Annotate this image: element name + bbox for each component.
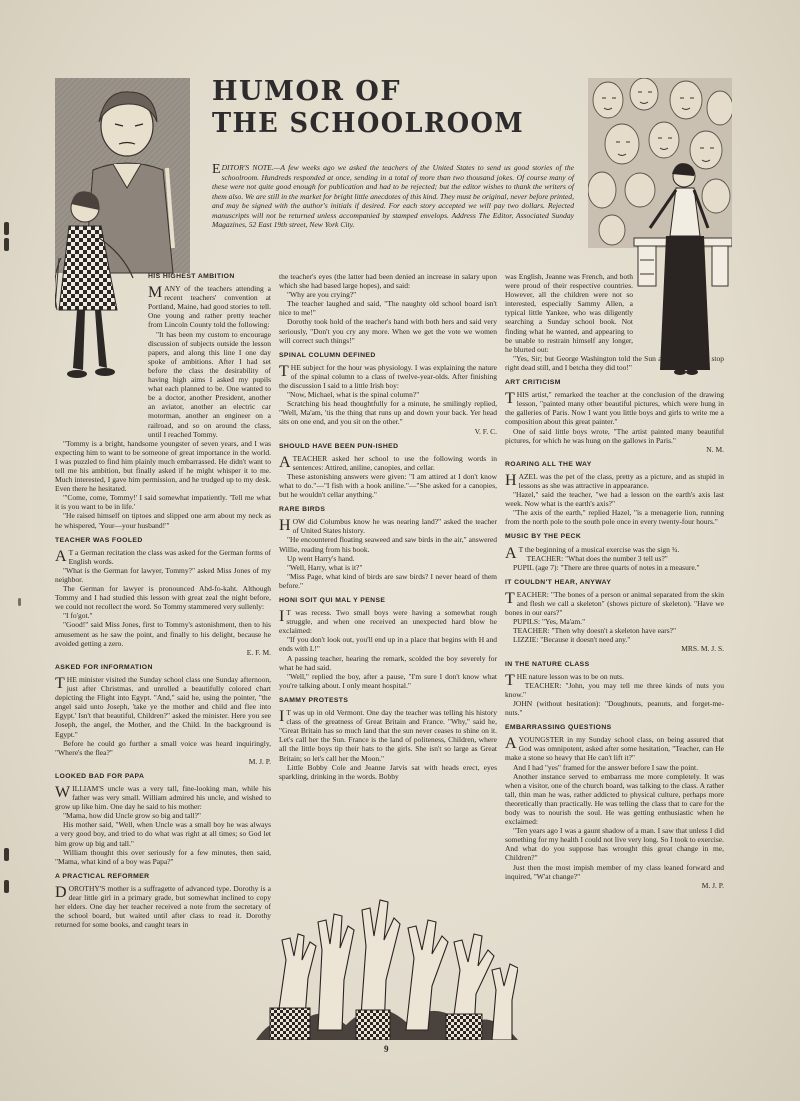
article-title	[212, 76, 525, 140]
story-paragraph: "If you don't look out, you'll end up in a place that begins with H and ends with L!"	[279, 635, 497, 654]
drop-cap: A	[55, 547, 67, 565]
story-paragraph	[279, 517, 497, 535]
paragraph-text: EACHER: "The bones of a person or animal separated from the skin and flesh we call a skeleton" (shows picture of skeleton). "Have we bones in our ears?"	[505, 589, 724, 618]
story-paragraph: "What is the German for lawyer, Tommy?" asked Miss Jones of my neighbor.	[55, 565, 271, 584]
story-heading: LOOKED BAD FOR PAPA	[55, 772, 145, 780]
drop-cap: T	[505, 390, 515, 408]
story-paragraph: "He encountered floating seaweed and saw birds in the air," answered Willie, reading from his book.	[279, 535, 497, 554]
author-initials: MRS. M. J. S.	[681, 644, 724, 654]
story-paragraph: "Miss Page, what kind of birds are saw birds? I never heard of them before."	[279, 571, 497, 590]
paragraph-text: OROTHY'S mother is a suffragette of advanced type. Dorothy is a dear little girl in a primary grade, but somewhat inclined to copy her elders. One day her teacher received a note from the secretary of the school board, but waited until after class to read it. Dorothy returned for some books, and caught tears in	[55, 883, 271, 930]
story-paragraph	[279, 608, 497, 635]
story-paragraph	[55, 784, 271, 811]
story-paragraph: "Mama, how did Uncle grow so big and tall?"	[63, 811, 201, 821]
story-paragraph: And I had "yes" framed for the answer before I saw the point.	[513, 762, 699, 772]
story-paragraph	[55, 884, 271, 929]
story-paragraph: Another instance served to embarrass me more completely. It was when a visitor, one of the church board, was talking to the class. A rather tall, thin man he was, rather addicted to physical culture, perhaps more theoretically than practically. He was telling the class that to care for the body was to nourish the soul. He was getting enthusiastic when he exclaimed:	[505, 771, 724, 827]
drop-cap: I	[279, 608, 285, 626]
paragraph-text: T was recess. Two small boys were having a somewhat rough struggle, and when one received an unexpected hard blow he exclaimed:	[279, 608, 497, 636]
story-paragraph: PUPILS: "Yes, Ma'am."	[513, 617, 586, 627]
binding-mark	[4, 238, 9, 251]
drop-cap: H	[505, 471, 517, 489]
author-initials: N. M.	[706, 444, 724, 454]
paragraph-text: OW did Columbus know he was nearing land?" asked the teacher of United States history.	[292, 517, 497, 536]
story-paragraph: "Ten years ago I was a gaunt shadow of a man. I saw that unless I did something for my health I could not live very long. So I took to exercise. And what do you suppose has wrought this great change in me, Children?"	[505, 826, 724, 863]
paragraph-text: HE subject for the hour was physiology. I was explaining the nature of the spinal column to a class of twelve-year-olds. After finishing the discussion I said to a little Irish boy:	[279, 362, 497, 391]
story-paragraph: PUPIL (age 7): "There are three quarts of notes in a measure."	[513, 562, 700, 572]
story-paragraph: "'Come, come, Tommy!' I said somewhat impatiently. 'Tell me what it is you want to be in life.'	[55, 493, 271, 512]
story-paragraph: "Why are you crying?"	[287, 290, 357, 300]
drop-cap: W	[55, 783, 71, 801]
story-paragraph: the teacher's eyes (the latter had been denied an increase in salary upon which she had based large hopes), and said:	[279, 272, 497, 291]
story-paragraph	[505, 735, 724, 762]
story-paragraph: "Hazel," said the teacher, "we had a lesson on the earth's axis last week. Now what is the earth's axis?"	[505, 490, 724, 509]
story-paragraph: "He raised himself on tiptoes and slipped one arm about my neck as he whispered, 'Your—your husband!'"	[55, 511, 271, 530]
story-paragraph: TEACHER: "Then why doesn't a skeleton have ears?"	[513, 626, 677, 636]
editors-note-text: DITOR'S NOTE.—A few weeks ago we asked the teachers of the United States to send us good stories of the schoolroom. Hundreds responded at once, sending in a total of more than two thousand jokes. Of course many of these were not quite good enough for publication and had to be rejected; but the editor wishes to thank the writers of them also. We are still in the market for bright little anecdotes of this kind. They must be original, never before printed, and may be signed with the author's initials if desired. For each story accepted we will pay two dollars. Rejected manuscripts will not be returned unless accompanied by stamped envelops. Address The Editor, Associated Sunday Magazines, 52 East 19th street, New York City.	[212, 163, 574, 229]
story-paragraph: The German for lawyer is pronounced Ahd-fo-kaht. Although Tommy and I had studied this lesson with great zeal the night before, we could not recollect the word. So Tommy stammered very sullenly:	[55, 584, 271, 612]
drop-cap: T	[505, 589, 515, 607]
story-paragraph: "I fo'got."	[63, 611, 93, 621]
paragraph-text: T the beginning of a musical exercise was the sign ¾.	[518, 544, 680, 554]
raised-hands-illustration	[256, 890, 518, 1040]
story-heading: TEACHER WAS FOOLED	[55, 536, 143, 544]
story-paragraph: William thought this over seriously for a few minutes, then said, "Mama, what kind of a boy was Papa?"	[55, 847, 271, 866]
story-heading: MUSIC BY THE PECK	[505, 533, 582, 541]
story-paragraph: "The axis of the earth," replied Hazel, "is a menagerie lion, running from the north pole to the south pole once in every twenty-four hours."	[505, 508, 724, 527]
story-paragraph: Up went Harry's hand.	[287, 553, 355, 563]
text-column-1	[55, 272, 271, 929]
story-paragraph: Little Bobby Cole and Jeanne Jarvis sat with heads erect, eyes sparkling, drinking in the words. Bobby	[279, 762, 497, 781]
paragraph-text: HE minister visited the Sunday school class one Sunday afternoon, just after Christmas, and unrolled a beautifully colored chart depicting the Flight into Egypt. "And," said he, using the pointer, "the angel said unto Joseph, 'take ye the mother and child and flee into Egypt.' Isn't that beautiful, Children?" asked the minister. Here you see Joseph, the angel, the Mother, and the Child. In the background is Egypt."	[55, 674, 271, 739]
drop-cap: T	[505, 671, 515, 689]
story-heading: SAMMY PROTESTS	[279, 696, 349, 704]
drop-cap: M	[148, 284, 163, 302]
story-heading: EMBARRASSING QUESTIONS	[505, 724, 612, 732]
drop-cap: A	[505, 544, 517, 562]
drop-cap: D	[55, 883, 67, 901]
page-number: 9	[384, 1044, 389, 1054]
story-heading: ROARING ALL THE WAY	[505, 460, 592, 468]
story-paragraph: One of said little boys wrote, "The artist painted many beautiful pictures, for which he was hung on the gallows in Paris."	[505, 426, 724, 445]
paragraph-text: HIS artist," remarked the teacher at the conclusion of the drawing lesson, "painted many other beautiful pictures, which were hung in the galleries of Paris. Now I want you little boys and girls to write me a composition about this great painter."	[505, 390, 724, 427]
story-paragraph	[279, 363, 497, 390]
story-paragraph: was English, Jeanne was French, and both were proud of their respective countries. However, all the children were not so interested, especially Sammy Allen, a typical little Yankee, who was diligently searching a Sunday school book. Not finding what he wanted, and appearing to be unable to restrain himself any longer, he blurted out:	[505, 272, 633, 354]
story-heading: SHOULD HAVE BEEN PUN-ISHED	[279, 442, 399, 450]
paragraph-text: HE nature lesson was to be on nuts.	[516, 671, 624, 681]
story-paragraph: JOHN (without hesitation): "Doughnuts, peanuts, and forget-me-nuts."	[505, 698, 724, 718]
story-paragraph	[148, 284, 271, 329]
story-paragraph	[55, 548, 271, 566]
story-paragraph	[279, 454, 497, 472]
story-paragraph: TEACHER: "What does the number 3 tell us?"	[526, 553, 668, 563]
paragraph-text: ANY of the teachers attending a recent teachers' convention at Portland, Maine, had good stories to tell. One young and rather pretty teacher from Lincoln County told the following:	[148, 284, 271, 330]
author-initials: V. F. C.	[474, 426, 497, 436]
paragraph-text: AZEL was the pet of the class, pretty as a picture, and as stupid in lessons as she was attractive in appearance.	[518, 471, 724, 490]
paragraph-text: ILLIAM'S uncle was a very tall, fine-looking man, while his father was very small. William admired his uncle, and wished to grow up like him. One day he said to his mother:	[55, 783, 271, 812]
binding-mark	[4, 222, 9, 235]
author-initials: M. J. P.	[248, 756, 271, 766]
drop-cap: A	[279, 453, 291, 471]
story-heading: IT COULDN'T HEAR, ANYWAY	[505, 578, 612, 586]
story-paragraph: "Good!" said Miss Jones, first to Tommy's astonishment, then to his amusement as he saw the point, and finally to his delight, because he avoided getting a zero.	[55, 620, 271, 648]
story-paragraph	[505, 671, 724, 689]
story-heading: ART CRITICISM	[505, 379, 561, 387]
story-paragraph: "Now, Michael, what is the spinal column?"	[287, 390, 420, 400]
drop-cap: I	[279, 708, 285, 726]
story-paragraph: These astonishing answers were given: "I am attired at I don't know what to do."—"I fish with a hook aniline."—"She asked for a canopies, but he wouldn't cellar anything."	[279, 471, 497, 500]
drop-cap: T	[55, 674, 65, 692]
story-paragraph: "Yes, Sir; but George Washington told the Sun and the Moon to stop right dead still, and I betcha they did too!"	[505, 353, 724, 372]
text-column-2	[279, 272, 497, 781]
drop-cap: E	[212, 162, 221, 177]
story-paragraph: LIZZIE: "Because it doesn't need any."	[513, 635, 631, 645]
story-heading: HIS HIGHEST AMBITION	[148, 273, 235, 280]
story-paragraph	[505, 390, 724, 426]
story-paragraph: Dorothy took hold of the teacher's hand with both hers and said very seriously, "Don't you cry any more. When we get the vote we women will correct such things!"	[279, 317, 497, 345]
story-paragraph: Scratching his head thoughtfully for a minute, he smilingly replied, "Well, Ma'am, 'tis the thing that runs up and down your back. Yer head sits on one end, and you sit on the other."	[279, 399, 497, 427]
story-heading: HONI SOIT QUI MAL Y PENSE	[279, 597, 386, 604]
binding-mark	[4, 880, 9, 893]
story-paragraph: Just then the most impish member of my class leaned forward and inquired, "W'at change?"	[505, 862, 724, 881]
drop-cap: H	[279, 517, 291, 535]
title-line: THE SCHOOLROOM	[212, 108, 525, 139]
story-paragraph	[505, 472, 724, 490]
story-paragraph	[55, 675, 271, 739]
drop-cap: A	[505, 735, 517, 753]
editors-note	[212, 163, 574, 230]
story-paragraph	[279, 708, 497, 763]
story-heading: IN THE NATURE CLASS	[505, 660, 590, 668]
story-paragraph: "It has been my custom to encourage discussion of subjects outside the lesson papers, and along this line I one day spoke of ambitions. After I had set before the class the desirability of having high aims I asked my pupils what each planned to be. One wanted to be a doctor, another President, another an aviator, another an electric car motorman, another an engineer on a railroad, and so on around the class, until I reached Tommy.	[148, 329, 271, 439]
story-paragraph: TEACHER: "John, you may tell me three kinds of nuts you know."	[505, 680, 724, 699]
story-heading: RARE BIRDS	[279, 506, 326, 514]
story-paragraph: His mother said, "Well, when Uncle was a small boy he was always a very good boy, and tried to do what was right at all times; so God let him grow up big and tall."	[55, 820, 271, 848]
binding-mark	[18, 598, 21, 606]
story-heading: A PRACTICAL REFORMER	[55, 872, 150, 880]
story-heading: SPINAL COLUMN DEFINED	[279, 351, 376, 359]
drop-cap: T	[279, 362, 289, 380]
paragraph-text: YOUNGSTER in my Sunday school class, on being assured that God was omnipotent, asked after some hesitation, "Teacher, can He make a stone so heavy that He can't lift it?"	[505, 735, 724, 763]
story-paragraph: The teacher laughed and said, "The naughty old school board isn't nice to me!"	[279, 299, 497, 318]
author-initials: E. F. M.	[246, 647, 271, 657]
story-paragraph	[505, 590, 724, 617]
story-paragraph: Before he could go further a small voice was heard inquiringly, "Where's the flea?"	[55, 738, 271, 757]
story-paragraph: "Tommy is a bright, handsome youngster of seven years, and I was expecting him to want to be someone of great importance in the world. I was puzzled to find him plainly much embarrassed. He didn't want to tell me his ambition, but finally asked if he might whisper it to me. Much interested, I gave him permission, and he trudged up to my desk. Even there he hesitated.	[55, 438, 271, 494]
paragraph-text: T was up in old Vermont. One day the teacher was telling his history class of the greatness of Great Britain and France. "Why," said he, "Great Britain has so much land that the sun never ceases to shine on it. Let's call her the Sun. France is the land of politeness, Children, where all the little boys tip their hats to the girls. She isn't so large as Great Britain; so let's call her the Moon."	[279, 708, 497, 763]
paragraph-text: TEACHER asked her school to use the following words in sentences: Attired, aniline, canopies, and cellar.	[292, 453, 497, 472]
story-paragraph: "Well," replied the boy, after a pause, "I'm sure I don't know what you're talking about. I only meant hospital."	[279, 671, 497, 690]
story-heading: ASKED FOR INFORMATION	[55, 663, 153, 671]
binding-mark	[4, 848, 9, 861]
story-paragraph: A passing teacher, hearing the remark, scolded the boy severely for what he had said.	[279, 653, 497, 672]
story-paragraph: "Well, Harry, what is it?"	[287, 562, 363, 572]
paragraph-text: T a German recitation the class was asked for the German forms of English words.	[68, 547, 271, 566]
author-initials: M. J. P.	[701, 880, 724, 890]
title-line: HUMOR OF	[212, 76, 401, 107]
text-column-3	[505, 272, 724, 890]
